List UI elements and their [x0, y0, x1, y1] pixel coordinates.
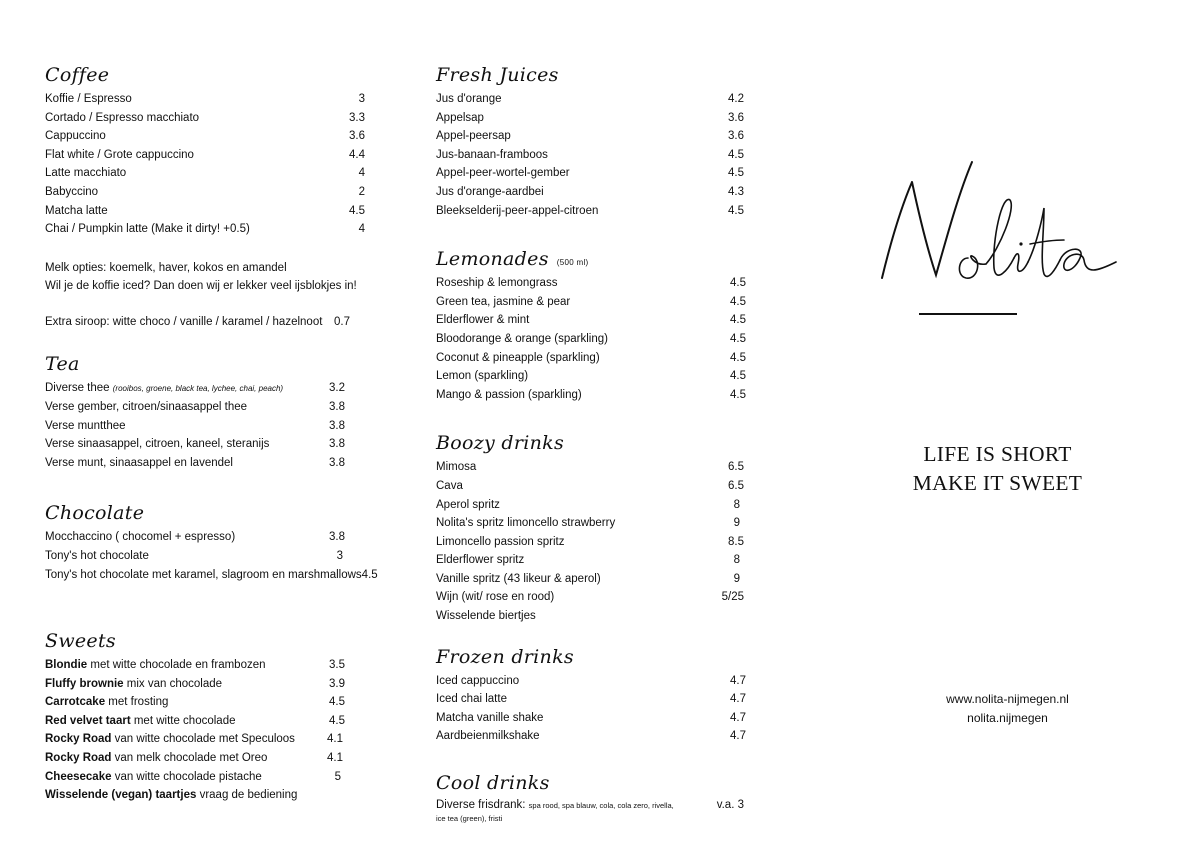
- cool-title: Cool drinks: [436, 772, 550, 795]
- chocolate-section: [45, 498, 378, 584]
- menu-item: Iced chai latte 4.7: [436, 693, 746, 706]
- menu-item: Lemon (sparkling) 4.5: [436, 370, 746, 383]
- social-handle: nolita.nijmegen: [967, 711, 1048, 725]
- nolita-script-logo: [860, 150, 1140, 300]
- boozy-list: [436, 458, 744, 625]
- menu-item: Blondie met witte chocolade en frambozen 3.5: [45, 659, 345, 672]
- menu-item: Mimosa 6.5: [436, 461, 744, 474]
- menu-item: Cheesecake van witte chocolade pistache 5: [45, 770, 341, 783]
- menu-item: Wisselende biertjes: [436, 610, 536, 623]
- lemonades-volume-note: (500 ml): [556, 258, 589, 268]
- slogan-line-2: MAKE IT SWEET: [912, 471, 1083, 495]
- menu-item: Mango & passion (sparkling) 4.5: [436, 388, 746, 401]
- menu-item: Verse gember, citroen/sinaasappel thee 3.8: [45, 400, 345, 413]
- menu-item: Cava 6.5: [436, 479, 744, 492]
- frozen-title: Frozen drinks: [436, 645, 574, 668]
- cool-detail-line: ice tea (green), fristi: [436, 814, 503, 824]
- menu-item: Elderflower spritz 8: [436, 554, 740, 567]
- coffee-section: [45, 60, 365, 331]
- iced-note: Wil je de koffie iced? Dan doen wij er lekker veel ijsblokjes in!: [45, 279, 357, 292]
- menu-item: Wisselende (vegan) taartjes vraag de bediening: [45, 789, 298, 802]
- contact-info: [900, 690, 1115, 728]
- menu-item: Appelsap 3.6: [436, 111, 744, 124]
- coffee-title: Coffee: [45, 64, 110, 86]
- menu-item: Chai / Pumpkin latte (Make it dirty! +0.5) 4: [45, 223, 365, 236]
- menu-item: Wijn (wit/ rose en rood) 5/25: [436, 591, 744, 604]
- frozen-section: [436, 642, 756, 746]
- menu-item: Bloodorange & orange (sparkling) 4.5: [436, 332, 746, 345]
- menu-item: Verse sinaasappel, citroen, kaneel, steranijs 3.8: [45, 438, 345, 451]
- website-link: www.nolita-nijmegen.nl: [946, 692, 1069, 706]
- chocolate-title: Chocolate: [45, 502, 145, 525]
- menu-item: Mocchaccino ( chocomel + espresso) 3.8: [45, 531, 345, 544]
- milk-options-note: Melk opties: koemelk, haver, kokos en amandel: [45, 261, 287, 274]
- sweets-list: [45, 656, 365, 805]
- menu-item: Flat white / Grote cappuccino 4.4: [45, 148, 365, 161]
- syrup-item: Extra siroop: witte choco / vanille / karamel / hazelnoot 0.7: [45, 315, 350, 328]
- tea-list: [45, 379, 365, 472]
- menu-item: Nolita's spritz limoncello strawberry 9: [436, 517, 740, 530]
- juices-list: [436, 90, 744, 220]
- menu-item: Appel-peersap 3.6: [436, 130, 744, 143]
- menu-item: Koffie / Espresso 3: [45, 93, 365, 105]
- menu-item: Tony's hot chocolate 3: [45, 549, 343, 562]
- lemonades-section: [436, 244, 756, 404]
- menu-item: Verse munt, sinaasappel en lavendel 3.8: [45, 456, 345, 469]
- menu-item: Iced cappuccino 4.7: [436, 674, 746, 687]
- menu-item: Cortado / Espresso macchiato 3.3: [45, 111, 365, 124]
- menu-item: Rocky Road van melk chocolade met Oreo 4.1: [45, 752, 343, 765]
- menu-item: Bleekselderij-peer-appel-citroen 4.5: [436, 204, 744, 217]
- sweets-section: [45, 626, 365, 805]
- menu-item: Jus d'orange-aardbei 4.3: [436, 185, 744, 198]
- lemonades-title: Lemonades (500 ml): [436, 244, 756, 274]
- menu-item: Diverse frisdrank: spa rood, spa blauw, cola, cola zero, rivella, v.a. 3: [436, 799, 744, 812]
- chocolate-list: [45, 528, 378, 584]
- menu-item: Carrotcake met frosting 4.5: [45, 696, 345, 709]
- menu-item: Fluffy brownie mix van chocolade 3.9: [45, 677, 345, 690]
- menu-item: Jus-banaan-framboos 4.5: [436, 148, 744, 161]
- boozy-title: Boozy drinks: [436, 432, 565, 455]
- coffee-list: [45, 90, 365, 239]
- menu-item: Rocky Road van witte chocolade met Speculoos 4.1: [45, 733, 343, 746]
- menu-item: Verse muntthee 3.8: [45, 419, 345, 432]
- menu-item: Cappuccino 3.6: [45, 130, 365, 143]
- menu-item: Babyccino 2: [45, 185, 365, 198]
- menu-item: Tony's hot chocolate met karamel, slagroom en marshmallows 4.5: [45, 568, 378, 581]
- menu-item: Vanille spritz (43 likeur & aperol) 9: [436, 572, 740, 585]
- menu-item: Limoncello passion spritz 8.5: [436, 535, 744, 548]
- menu-item: Matcha latte 4.5: [45, 204, 365, 217]
- juices-title: Fresh Juices: [436, 64, 559, 86]
- cool-list: [436, 798, 744, 825]
- brand-divider: [919, 313, 1017, 315]
- menu-item: Diverse thee (rooibos, groene, black tea, lychee, chai, peach) 3.2: [45, 382, 345, 395]
- slogan-line-1: LIFE IS SHORT: [923, 442, 1072, 466]
- menu-item: Jus d'orange 4.2: [436, 93, 744, 105]
- menu-item: Green tea, jasmine & pear 4.5: [436, 295, 746, 308]
- brand-logo: [860, 150, 1140, 300]
- menu-column-left: [45, 60, 378, 805]
- menu-item: Elderflower & mint 4.5: [436, 314, 746, 327]
- lemonades-list: [436, 274, 746, 404]
- slogan: [860, 440, 1135, 498]
- menu-item: Aardbeienmilkshake 4.7: [436, 730, 746, 743]
- frozen-list: [436, 672, 746, 746]
- boozy-section: [436, 428, 756, 625]
- tea-section: [45, 349, 365, 472]
- menu-item: Latte macchiato 4: [45, 167, 365, 180]
- menu-item: Aperol spritz 8: [436, 498, 740, 511]
- menu-item: Appel-peer-wortel-gember 4.5: [436, 167, 744, 180]
- menu-item: Coconut & pineapple (sparkling) 4.5: [436, 351, 746, 364]
- sweets-title: Sweets: [45, 630, 116, 653]
- menu-column-middle: [436, 60, 756, 825]
- menu-item: Matcha vanille shake 4.7: [436, 711, 746, 724]
- menu-item: Red velvet taart met witte chocolade 4.5: [45, 714, 345, 727]
- cool-section: [436, 768, 756, 825]
- menu-item: Roseship & lemongrass 4.5: [436, 277, 746, 290]
- juices-section: [436, 60, 756, 220]
- tea-title: Tea: [45, 353, 80, 376]
